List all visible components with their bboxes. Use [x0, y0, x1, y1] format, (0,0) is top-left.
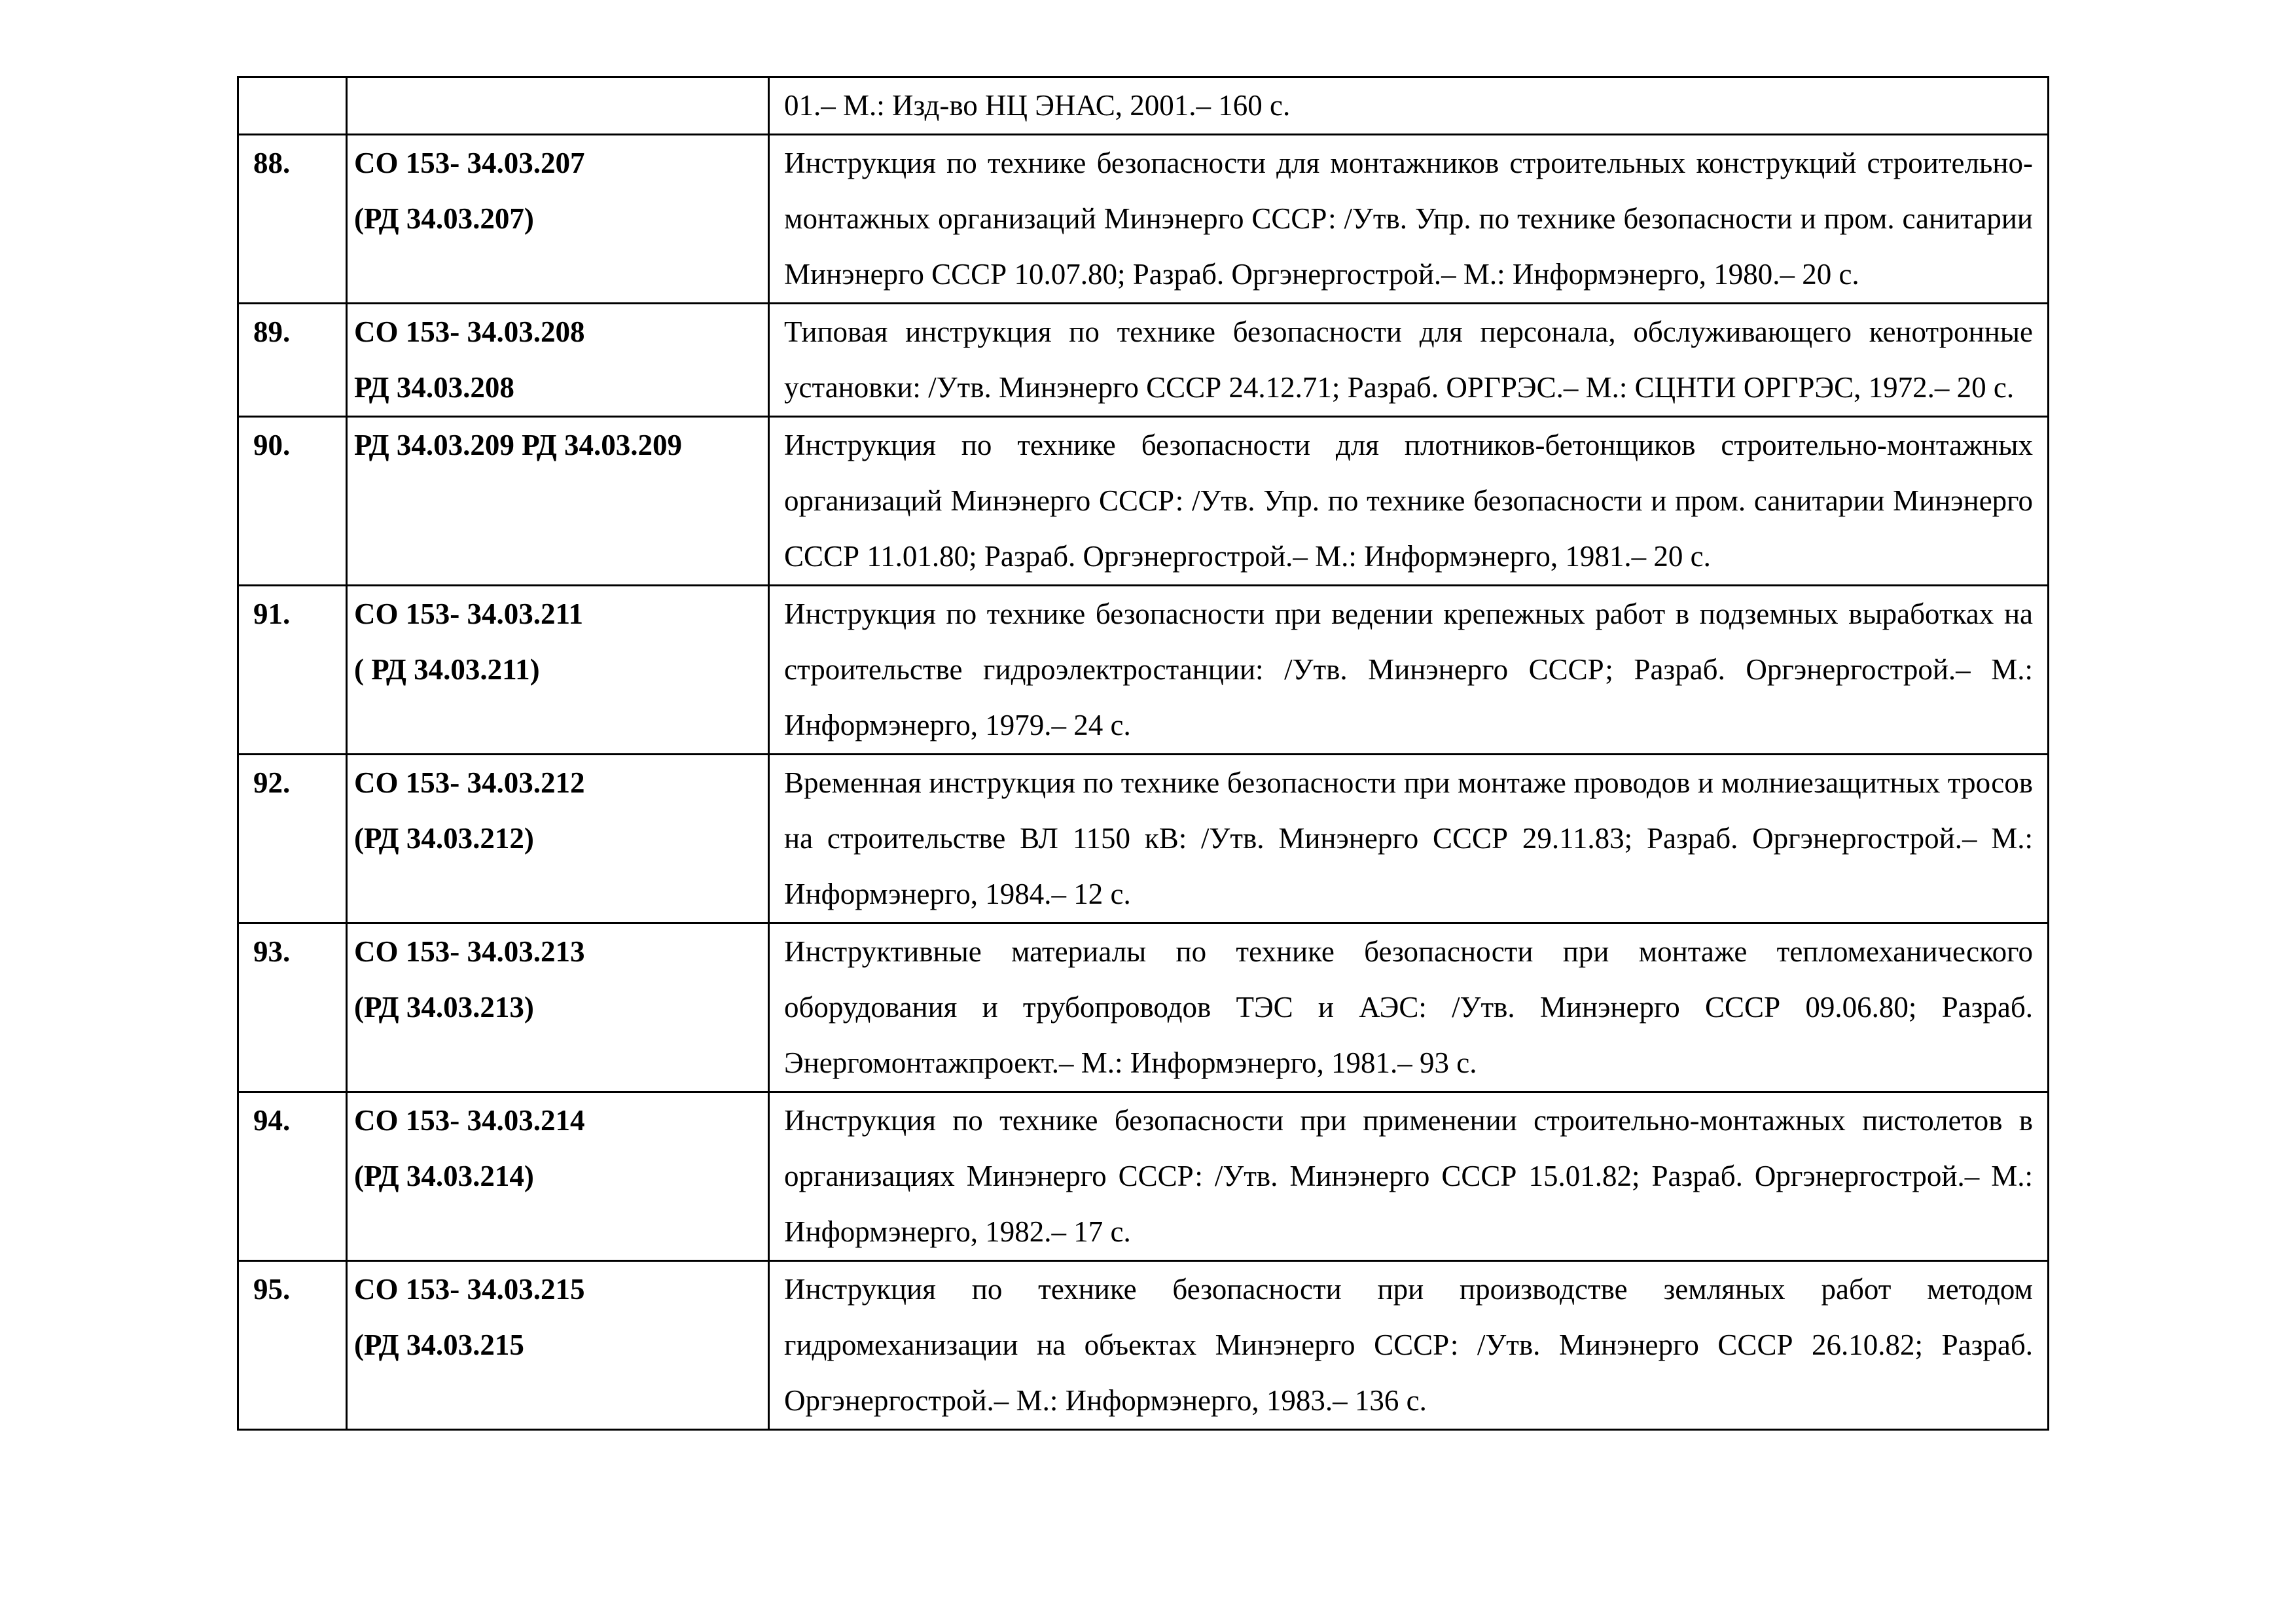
table-row: [238, 923, 2049, 1092]
document-code-alt: (РД 34.03.215: [354, 1329, 524, 1361]
row-number: 93.: [238, 923, 347, 1092]
document-description: Инструкция по технике безопасности для плотников-бетонщиков строительно-монтажных организаций Минэнерго СССР: /Утв. Упр. по технике безопасности и пром. санитарии Минэнерго СССР 11.01.80; Разраб. Оргэнергострой.– М.: Информэнерго, 1981.– 20 с.: [769, 417, 2049, 586]
table-row: [238, 1261, 2049, 1430]
document-code: РД 34.03.209 РД 34.03.209: [354, 429, 683, 461]
table-row: [238, 135, 2049, 304]
row-number: 94.: [238, 1092, 347, 1261]
document-code-cell: [347, 417, 769, 586]
document-code-cell: [347, 304, 769, 417]
row-number: 89.: [238, 304, 347, 417]
document-code: СО 153- 34.03.212: [354, 766, 585, 799]
row-number: 90.: [238, 417, 347, 586]
document-description: Инструкция по технике безопасности при ведении крепежных работ в подземных выработках на строительстве гидроэлектростанции: /Утв. Минэнерго СССР; Разраб. Оргэнергострой.– М.: Информэнерго, 1979.– 24 с.: [769, 586, 2049, 755]
row-number: 92.: [238, 755, 347, 923]
table-row: [238, 417, 2049, 586]
document-code-cell: [347, 77, 769, 135]
document-code-cell: [347, 755, 769, 923]
document-code-alt: (РД 34.03.214): [354, 1160, 534, 1192]
document-description: Временная инструкция по технике безопасности при монтаже проводов и молниезащитных тросов на строительстве ВЛ 1150 кВ: /Утв. Минэнерго СССР 29.11.83; Разраб. Оргэнергострой.– М.: Информэнерго, 1984.– 12 с.: [769, 755, 2049, 923]
document-description: Типовая инструкция по технике безопасности для персонала, обслуживающего кенотронные установки: /Утв. Минэнерго СССР 24.12.71; Разраб. ОРГРЭС.– М.: СЦНТИ ОРГРЭС, 1972.– 20 с.: [769, 304, 2049, 417]
row-number: 91.: [238, 586, 347, 755]
document-description: Инструкция по технике безопасности при применении строительно-монтажных пистолетов в организациях Минэнерго СССР: /Утв. Минэнерго СССР 15.01.82; Разраб. Оргэнергострой.– М.: Информэнерго, 1982.– 17 с.: [769, 1092, 2049, 1261]
document-code: СО 153- 34.03.207: [354, 147, 585, 179]
document-code: СО 153- 34.03.208: [354, 315, 585, 348]
regulations-table: [237, 76, 2049, 1431]
document-code-alt: (РД 34.03.207): [354, 202, 534, 235]
row-number: 88.: [238, 135, 347, 304]
document-code-alt: (РД 34.03.213): [354, 991, 534, 1024]
document-code: СО 153- 34.03.214: [354, 1104, 585, 1137]
document-description: 01.– М.: Изд-во НЦ ЭНАС, 2001.– 160 с.: [769, 77, 2049, 135]
document-code: СО 153- 34.03.213: [354, 935, 585, 968]
table-row: [238, 586, 2049, 755]
document-description: Инструкция по технике безопасности при производстве земляных работ методом гидромеханизации на объектах Минэнерго СССР: /Утв. Минэнерго СССР 26.10.82; Разраб. Оргэнергострой.– М.: Информэнерго, 1983.– 136 с.: [769, 1261, 2049, 1430]
document-code-cell: [347, 923, 769, 1092]
document-code-alt: ( РД 34.03.211): [354, 653, 540, 686]
document-description: Инструкция по технике безопасности для монтажников строительных конструкций строительно-монтажных организаций Минэнерго СССР: /Утв. Упр. по технике безопасности и пром. санитарии Минэнерго СССР 10.07.80; Разраб. Оргэнергострой.– М.: Информэнерго, 1980.– 20 с.: [769, 135, 2049, 304]
document-code-alt: (РД 34.03.212): [354, 822, 534, 855]
table-row: [238, 755, 2049, 923]
document-code-alt: РД 34.03.208: [354, 371, 514, 404]
table-row: [238, 1092, 2049, 1261]
document-code-cell: [347, 1261, 769, 1430]
row-number: 95.: [238, 1261, 347, 1430]
document-code-cell: [347, 586, 769, 755]
document-code-cell: [347, 135, 769, 304]
document-code: СО 153- 34.03.215: [354, 1273, 585, 1306]
document-code-cell: [347, 1092, 769, 1261]
document-code: СО 153- 34.03.211: [354, 597, 584, 630]
table-row: [238, 304, 2049, 417]
regulations-table-body: [238, 77, 2049, 1430]
row-number: [238, 77, 347, 135]
document-description: Инструктивные материалы по технике безопасности при монтаже тепломеханического оборудования и трубопроводов ТЭС и АЭС: /Утв. Минэнерго СССР 09.06.80; Разраб. Энергомонтажпроект.– М.: Информэнерго, 1981.– 93 с.: [769, 923, 2049, 1092]
table-row: [238, 77, 2049, 135]
